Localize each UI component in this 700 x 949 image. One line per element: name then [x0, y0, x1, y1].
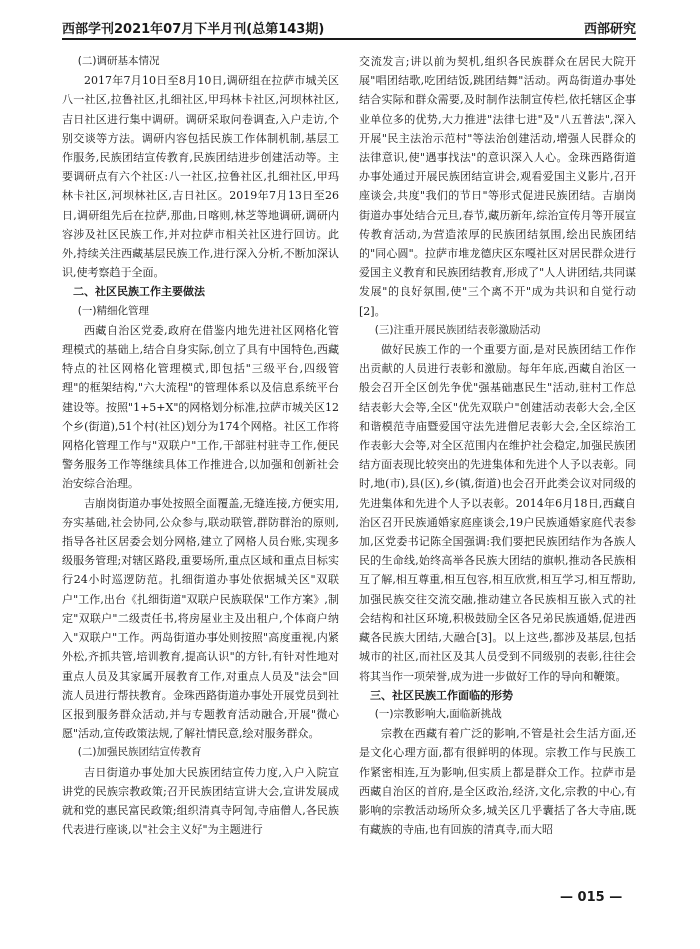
section-name: 西部研究 — [583, 22, 636, 37]
journal-issue-title: 西部学刊2021年07月下半月刊(总第143期) — [62, 22, 325, 37]
paragraph: 做好民族工作的一个重要方面,是对民族团结工作作出贡献的人员进行表彰和激励。每年年底,西藏自治区一般会召开全区创先争优"强基础惠民生"活动,驻村工作总结表彰大会等,全区"优先双联户"创建活动表彰大会,全区和谐模范寺庙暨爱国守法先进僧尼表彰大会,全区综治工作表彰大会等,对全区范围内在维护社会稳定,加强民族团结方面表现比较突出的先进集体和先进个人予以表彰。同时,地(市),县(区),乡(镇,街道)也会召开此类会议对同级的先进集体和先进个人予以表彰。2014年6月18日,西藏自治区召开民族通婚家庭座谈会,19户民族通婚家庭代表参加,区党委书记陈全国强调:我们要把民族团结作为各族人民的生命线,始终高举各民族大团结的旗帜,推动各民族相互了解,相互尊重,相互包容,相互欣赏,相互学习,相互帮助,加强民族交往交流交融,推动建立各民族相互嵌入式的社会结构和社区环境,积极鼓励全区各兄弟民族通婚,促进西藏各民族大团结,大融合[3]。以上这些,都涉及基层,包括城市的社区,而社区及其人员受到不同级别的表彰,往往会将其当作一项荣誉,成为进一步做好工作的导向和鞭策。 — [359, 343, 636, 683]
right-column — [359, 52, 636, 872]
paragraph: 西藏自治区党委,政府在借鉴内地先进社区网格化管理模式的基础上,结合自身实际,创立了具有中国特色,西藏特点的社区网格化管理模式,即包括"三级平台,四级管理"的框架结构,"六大流程"的管理体系以及信息系统平台建设等。按照"1+5+X"的网格划分标准,拉萨市城关区12个乡(街道),51个村(社区)划分为174个网格。社区工作将网格化管理工作与"双联户"工作,干部驻村驻寺工作,便民警务服务工作等继续具体工作推进合,以加强和创新社会治安综合治理。 — [62, 323, 339, 491]
paragraph: 宗教在西藏有着广泛的影响,不管是社会生活方面,还是文化心理方面,都有很鲜明的体现。宗教工作与民族工作紧密相连,互为影响,但实质上都是群众工作。拉萨市是西藏自治区的首府,是全区政治,经济,文化,宗教的中心,有影响的宗教活动场所众多,城关区几乎囊括了各大寺庙,既有藏族的寺庙,也有回族的清真寺,而大昭 — [359, 727, 636, 837]
section-heading: 二、社区民族工作主要做法 — [73, 285, 205, 299]
paragraph-continued: 交流发言;讲以前为契机,组织各民族群众在居民大院开展"唱团结歌,吃团结饭,跳团结舞"活动。两岛街道办事处结合实际和群众需要,及时制作法制宣传栏,依托辖区企事业单位多的优势,大力推进"法律七进"及"八五普法",深入开展"民主法治示范村"等法治创建活动,增强人民群众的法律意识,使"遇事找法"的意识深入人心。金珠西路街道办事处通过开展民族团结宣讲会,观看爱国主义影片,召开座谈会,共度"我们的节日"等形式促进民族团结。吉崩岗街道办事处结合元旦,春节,藏历新年,综治宣传月等开展宣传教育活动,为营造浓厚的民族团结氛围,绘出民族团结的"同心圆"。拉萨市堆龙德庆区东嘎社区对居民群众进行爱国主义教育和民族团结教育,形成了"人人讲团结,共同谋发展"的良好氛围,使"三个离不开"成为共识和自觉行动[2]。 — [359, 55, 636, 318]
subsection-heading: (二)调研基本情况 — [77, 55, 160, 67]
section-heading: 三、社区民族工作面临的形势 — [370, 688, 513, 702]
subsection-heading: (一)精细化管理 — [77, 304, 149, 317]
left-column — [62, 52, 339, 872]
paragraph: 吉日街道办事处加大民族团结宣传力度,入户入院宣讲党的民族宗教政策;召开民族团结宣讲大会,宣讲发展成就和党的惠民富民政策;组织清真寺阿訇,寺庙僧人,各民族代表进行座谈,以"社会主义好"为主题进行 — [62, 765, 339, 837]
article-body — [62, 52, 636, 872]
header-divider — [62, 38, 636, 40]
paragraph: 吉崩岗街道办事处按照全面覆盖,无缝连接,方便实用,夯实基础,社会协同,公众参与,联动联管,群防群治的原则,指导各社区居委会划分网格,建立了网格人员台账,实现多级服务管理;对辖区路段,重要场所,重点区域和重点目标实行24小时巡逻防范。扎细街道办事处依据城关区"双联户"工作,出台《扎细街道"双联户民族联保"工作方案》,制定"双联户"二级责任书,将房屋业主及出租户,个体商户纳入"双联户"工作。两岛街道办事处则按照"高度重视,内紧外松,齐抓共管,培训教育,提高认识"的方针,有针对性地对重点人员及其家属开展教育工作,对重点人员及"法会"回流人员进行帮扶教育。金珠西路街道办事处开展党员到社区报到服务群众活动,并与专题教育活动融合,开展"微心愿"活动,宣传政策法规,了解社情民意,绘对服务群众。 — [62, 496, 339, 741]
subsection-heading: (二)加强民族团结宣传教育 — [77, 746, 202, 759]
running-header — [62, 14, 636, 40]
subsection-heading: (三)注重开展民族团结表彰激励活动 — [374, 323, 541, 336]
paragraph: 2017年7月10日至8月10日,调研组在拉萨市城关区八一社区,拉鲁社区,扎细社区,甲玛林卡社区,河坝林社区,吉日社区进行集中调研。调研采取问卷调查,入户走访,个别交谈等方法。调研内容包括民族工作体制机制,基层工作服务,民族团结宣传教育,民族团结进步创建活动等。主要调研点有六个社区:八一社区,拉鲁社区,扎细社区,甲玛林卡社区,河坝林社区,吉日社区。2019年7月13日至26日,调研组先后在拉萨,那曲,日喀则,林芝等地调研,调研内容涉及社区民族工作,并对拉萨市相关社区进行回访。此外,持续关注西藏基层民族工作,进行深入分析,不断加深认识,使考察趋于全面。 — [62, 74, 339, 280]
page-number: — 015 — — [560, 890, 623, 905]
subsection-heading: (一)宗教影响大,面临新挑战 — [374, 707, 502, 720]
